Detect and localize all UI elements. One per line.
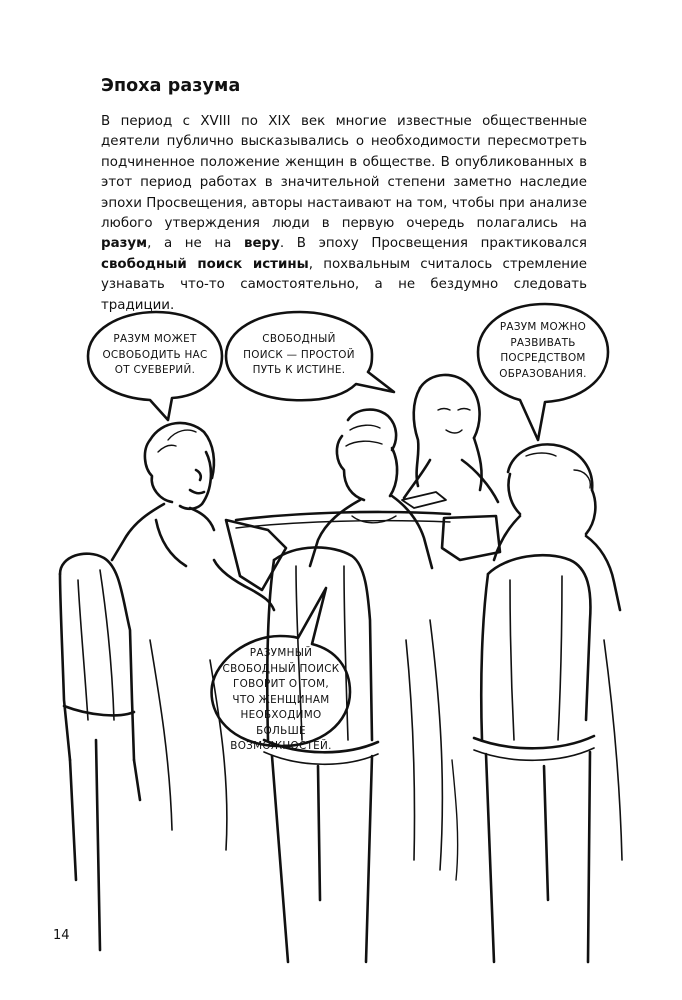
term-faith: веру	[244, 236, 280, 252]
paragraph-text: . В эпоху Просвещения практиковался	[279, 236, 587, 252]
page-number: 14	[53, 928, 70, 943]
paragraph-text: В период с XVIII по XIX век многие известные общественные деятели публично высказывались о необходимости пересмотреть подчиненное положение женщин в обществе. В опубликованных в этот период работах в значительной степени заметно наследие эпохи Просвещения, авторы настаивают на том, чтобы при анализе любого утверждения люди в первую очередь полагались на	[101, 114, 587, 232]
section-heading: Эпоха разума	[101, 76, 241, 96]
term-reason: разум	[101, 236, 148, 252]
chair-left	[60, 554, 140, 950]
bubble-text-reason-superstition: РАЗУМ МОЖЕТ ОСВОБОДИТЬ НАС ОТ СУЕВЕРИЙ.	[102, 333, 208, 376]
woman-center-figure	[310, 410, 432, 568]
paragraph-text: , а не на	[147, 236, 244, 252]
woman-standing-figure	[402, 375, 500, 560]
term-free-inquiry: свободный поиск истины	[101, 256, 309, 272]
table-edge	[236, 512, 450, 520]
paragraph-text: , похвальным считалось стремление узнавать что-то самостоятельно, а не бездумно следовать традиции.	[101, 256, 588, 313]
woman-right-figure	[494, 444, 620, 610]
bubble-text-education: РАЗУМ МОЖНО РАЗВИВАТЬ ПОСРЕДСТВОМ ОБРАЗОВАНИЯ.	[499, 321, 587, 380]
bubble-text-women-opportunities: РАЗУМНЫЙ СВОБОДНЫЙ ПОИСК ГОВОРИТ О ТОМ, ЧТО ЖЕНЩИНАМ НЕОБХОДИМО БОЛЬШЕ ВОЗМОЖНОСТЕЙ.	[222, 647, 340, 752]
bubble-text-free-inquiry: СВОБОДНЫЙ ПОИСК — ПРОСТОЙ ПУТЬ К ИСТИНЕ.	[243, 333, 355, 376]
chair-right	[474, 555, 594, 962]
